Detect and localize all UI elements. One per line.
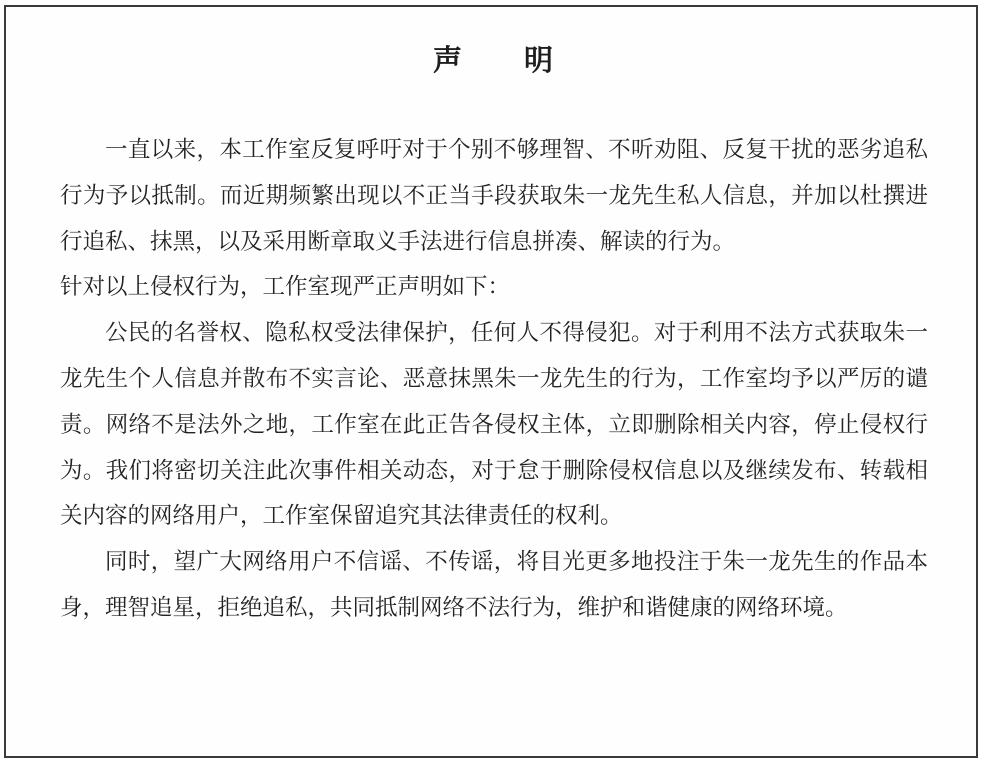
paragraph-appeal: 同时，望广大网络用户不信谣、不传谣，将目光更多地投注于朱一龙先生的作品本身，理智追星，拒绝追私，共同抵制网络不法行为，维护和谐健康的网络环境。 (60, 549, 928, 621)
paragraph-legal-statement: 公民的名誉权、隐私权受法律保护，任何人不得侵犯。对于利用不法方式获取朱一龙先生个人信息并散布不实言论、恶意抹黑朱一龙先生的行为，工作室均予以严厉的谴责。网络不是法外之地，工作室在此正告各侵权主体，立即删除相关内容，停止侵权行为。我们将密切关注此次事件相关动态，对于怠于删除侵权信息以及继续发布、转载相关内容的网络用户，工作室保留追究其法律责任的权利。 (60, 320, 928, 530)
paragraph-declaration-lead: 针对以上侵权行为，工作室现严正声明如下： (60, 274, 511, 301)
document-body (60, 128, 928, 632)
document-title: 声 明 (432, 43, 580, 77)
paragraph-intro: 一直以来，本工作室反复呼吁对于个别不够理智、不听劝阻、反复干扰的恶劣追私行为予以抵制。而近期频繁出现以不正当手段获取朱一龙先生私人信息，并加以杜撰进行追私、抹黑，以及采用断章取义手法进行信息拼凑、解读的行为。 (60, 137, 928, 255)
